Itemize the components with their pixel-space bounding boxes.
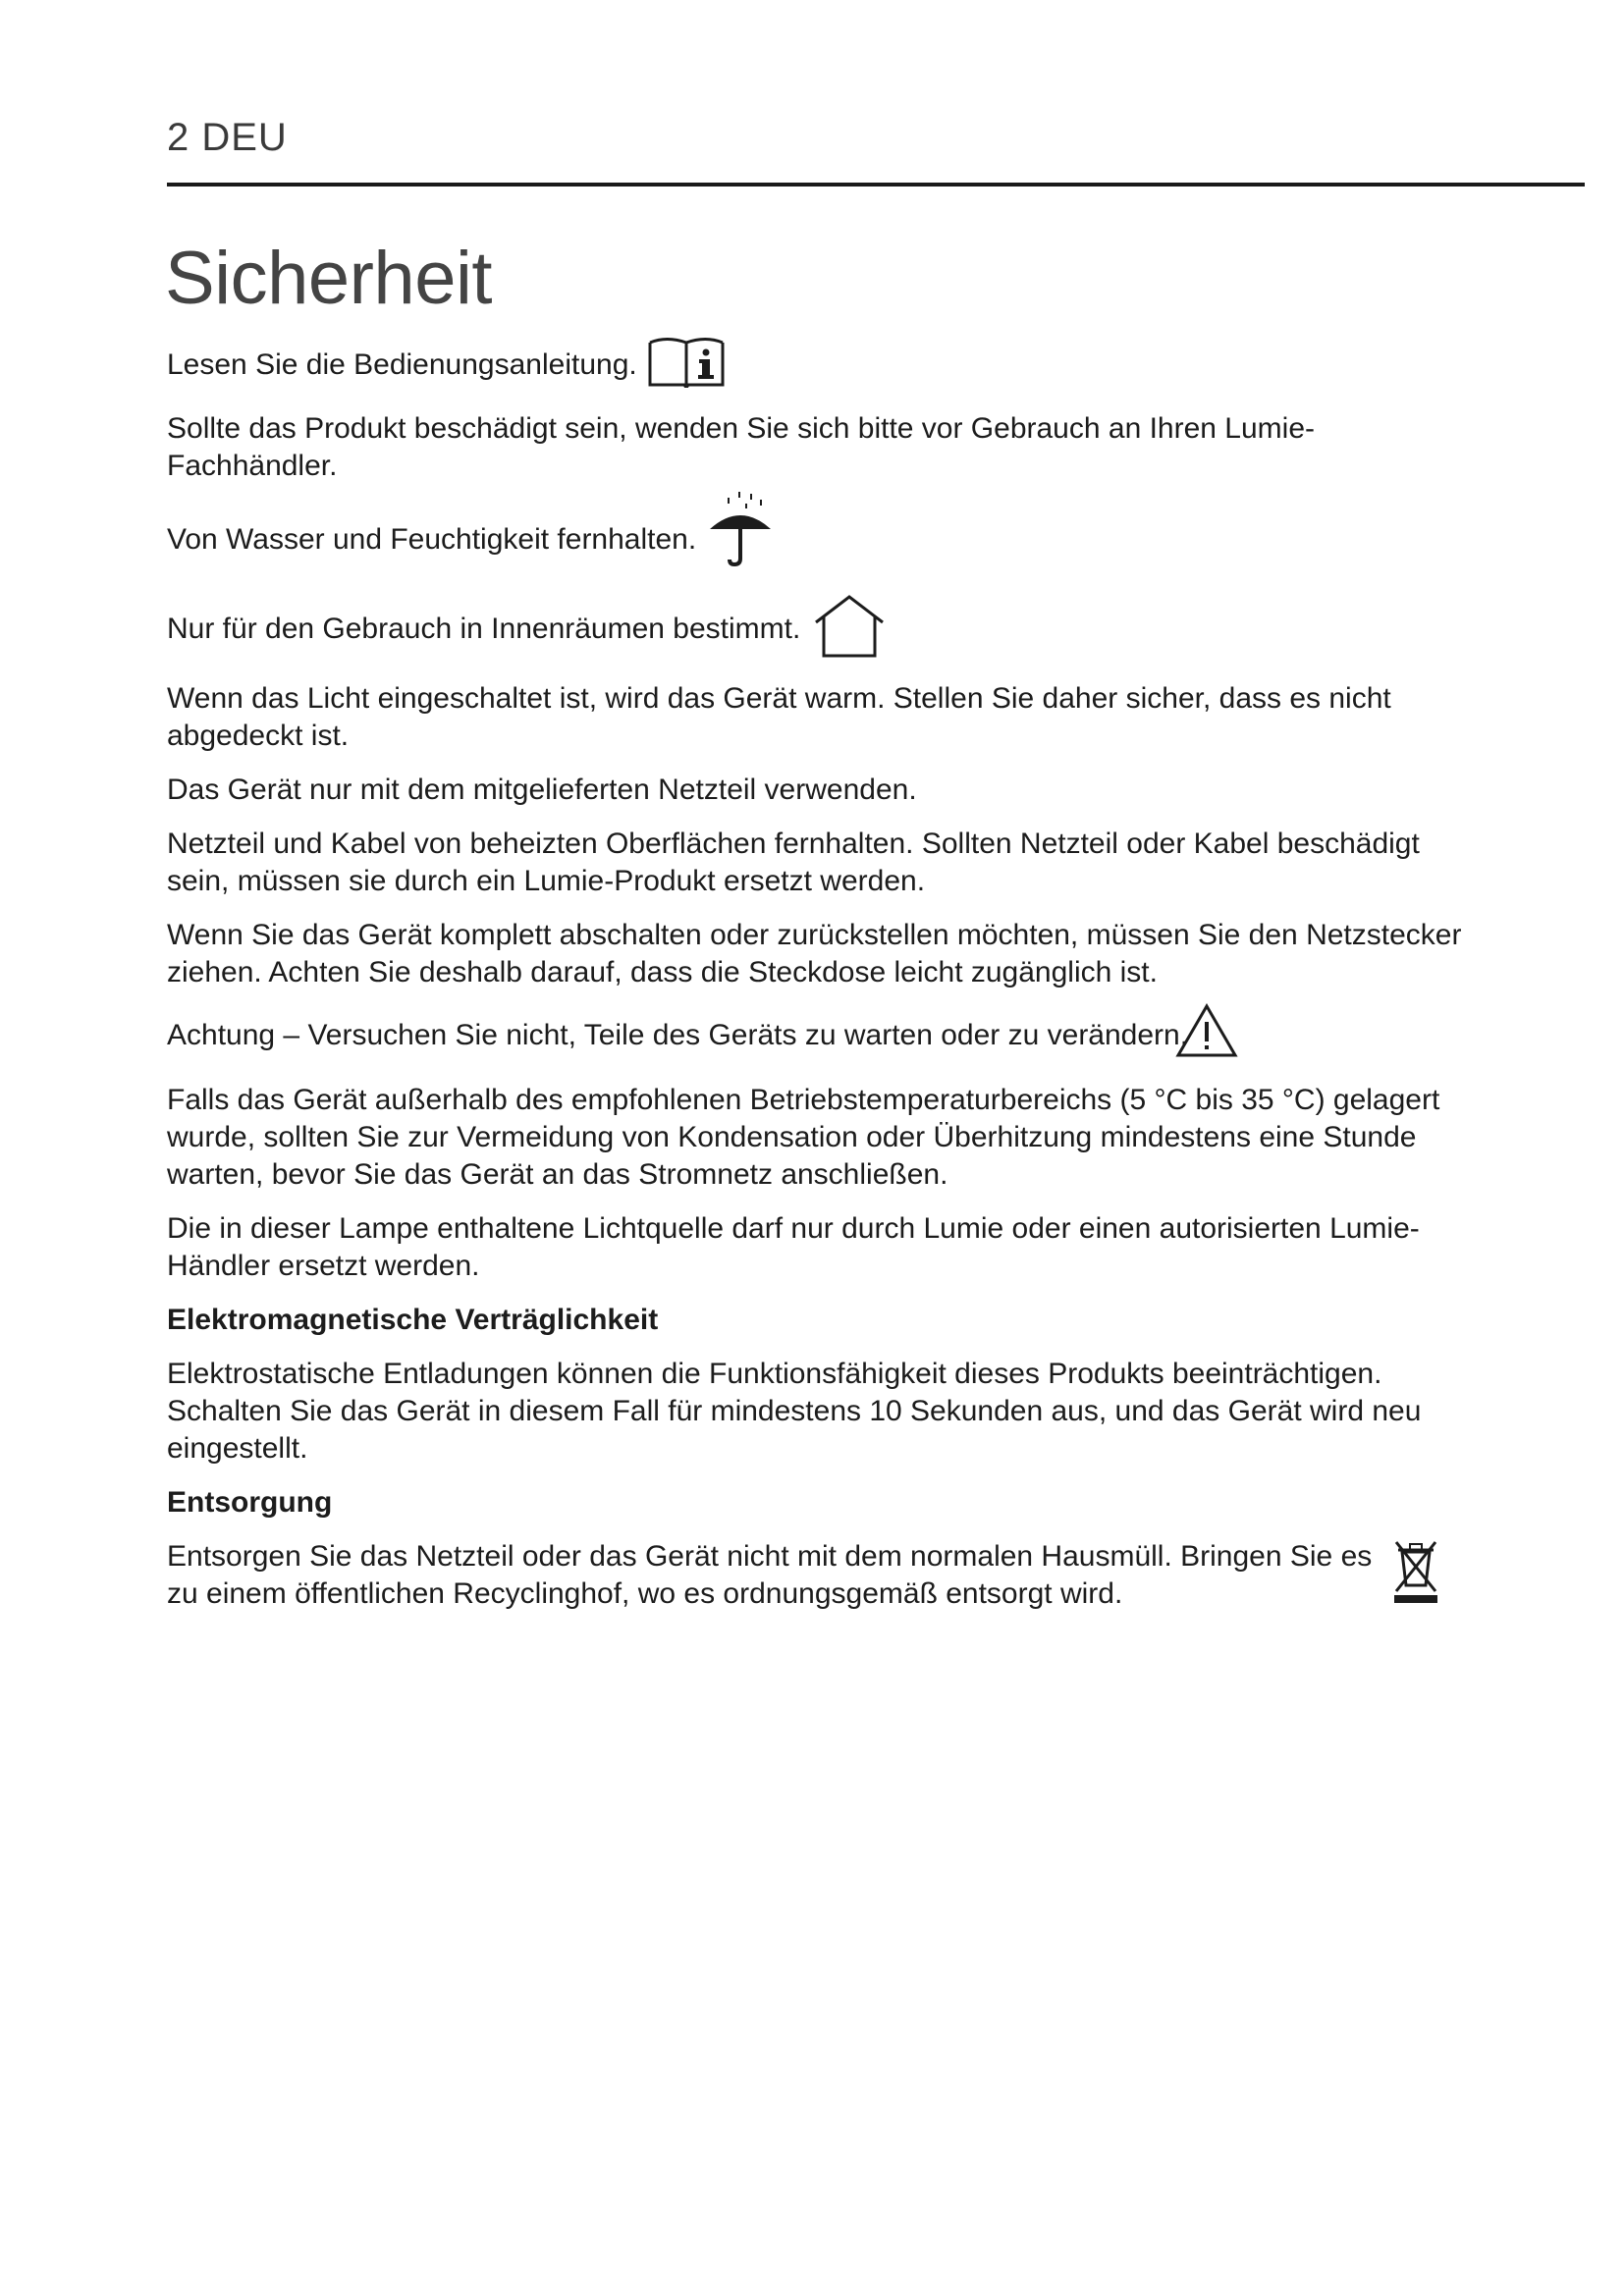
- water-text: Von Wasser und Feuchtigkeit fernhalten.: [167, 522, 697, 556]
- adapter-item: Das Gerät nur mit dem mitgelieferten Netzteil verwenden.: [167, 774, 917, 806]
- light-source-item: Die in dieser Lampe enthaltene Lichtquelle darf nur durch Lumie oder einen autorisierten Lumie-Händler ersetzt werden.: [167, 1212, 1420, 1282]
- damaged-item: Sollte das Produkt beschädigt sein, wenden Sie sich bitte vor Gebrauch an Ihren Lumie-Fachhändler.: [167, 412, 1316, 482]
- safety-content: [167, 339, 1463, 1629]
- manual-info-icon: [647, 333, 726, 388]
- crossed-bin-icon: [1388, 1534, 1443, 1605]
- unplug-item: Wenn Sie das Gerät komplett abschalten oder zurückstellen möchten, müssen Sie den Netzstecker ziehen. Achten Sie deshalb darauf, dass die Steckdose leicht zugänglich ist.: [167, 919, 1462, 988]
- warm-item: Wenn das Licht eingeschaltet ist, wird das Gerät warm. Stellen Sie daher sicher, dass es nicht abgedeckt ist.: [167, 682, 1391, 752]
- water-item: [167, 502, 1463, 580]
- read-manual-item: [167, 339, 1463, 394]
- caution-text: Achtung – Versuchen Sie nicht, Teile des Geräts zu warten oder zu verändern.: [167, 1018, 1189, 1051]
- caution-item: [167, 1008, 1463, 1065]
- page-header: 2 DEU: [167, 116, 288, 159]
- warning-triangle-icon: [1174, 1002, 1239, 1059]
- temperature-item: Falls das Gerät außerhalb des empfohlenen Betriebstemperaturbereichs (5 °C bis 35 °C) gelagert wurde, sollten Sie zur Vermeidung von Kondensation oder Überhitzung mindestens eine Stunde warten, bevor Sie das Gerät an das Stromnetz anschließen.: [167, 1084, 1440, 1191]
- disposal-text: Entsorgen Sie das Netzteil oder das Gerät nicht mit dem normalen Hausmüll. Bringen Sie es zu einem öffentlichen Recyclinghof, wo es ordnungsgemäß entsorgt wird.: [167, 1540, 1373, 1610]
- emc-heading: Elektromagnetische Verträglichkeit: [167, 1304, 659, 1336]
- house-icon: [810, 593, 889, 660]
- umbrella-icon: [706, 490, 775, 568]
- disposal-heading: Entsorgung: [167, 1486, 333, 1519]
- indoor-item: [167, 597, 1463, 664]
- read-manual-text: Lesen Sie die Bedienungsanleitung.: [167, 347, 637, 381]
- page-title: Sicherheit: [165, 237, 492, 320]
- indoor-text: Nur für den Gebrauch in Innenräumen bestimmt.: [167, 612, 801, 645]
- disposal-item: [167, 1538, 1463, 1613]
- header-rule: [167, 183, 1585, 187]
- cable-item: Netzteil und Kabel von beheizten Oberflächen fernhalten. Sollten Netzteil oder Kabel beschädigt sein, müssen sie durch ein Lumie-Produkt ersetzt werden.: [167, 828, 1420, 897]
- emc-text: Elektrostatische Entladungen können die Funktionsfähigkeit dieses Produkts beeinträchtigen. Schalten Sie das Gerät in diesem Fall für mindestens 10 Sekunden aus, und das Gerät wird neu eingestellt.: [167, 1358, 1422, 1465]
